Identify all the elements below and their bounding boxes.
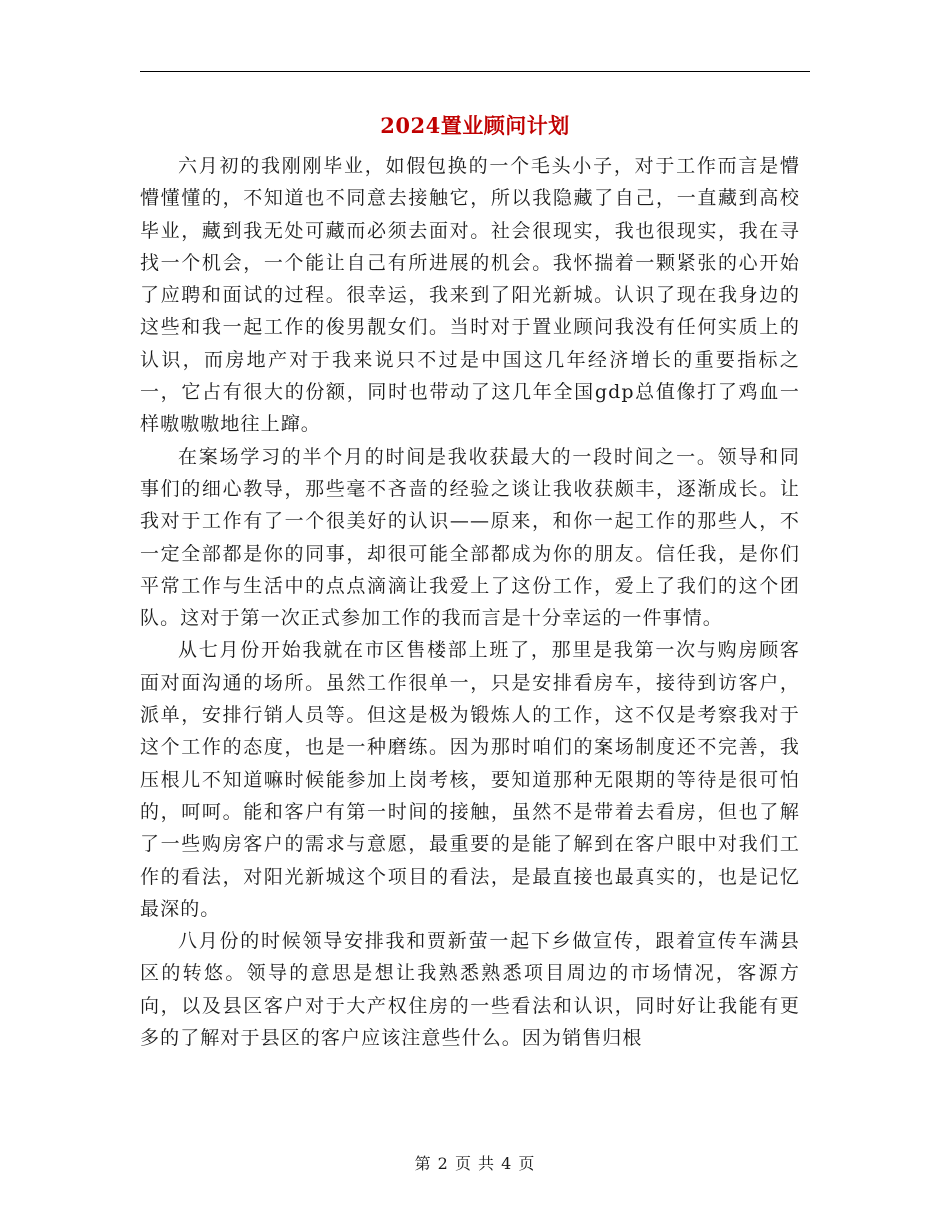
header-rule <box>140 71 810 72</box>
page-number-footer: 第 2 页 共 4 页 <box>414 1154 536 1173</box>
document-body <box>140 150 800 1054</box>
paragraph: 六月初的我刚刚毕业，如假包换的一个毛头小子，对于工作而言是懵懵懂懂的，不知道也不同意去接触它，所以我隐藏了自己，一直藏到高校毕业，藏到我无处可藏而必须去面对。社会很现实，我也很现实，我在寻找一个机会，一个能让自己有所进展的机会。我怀揣着一颗紧张的心开始了应聘和面试的过程。很幸运，我来到了阳光新城。认识了现在我身边的这些和我一起工作的俊男靓女们。当时对于置业顾问我没有任何实质上的认识，而房地产对于我来说只不过是中国这几年经济增长的重要指标之一，它占有很大的份额，同时也带动了这几年全国gdp总值像打了鸡血一样嗷嗷嗷地往上蹿。 <box>140 155 800 436</box>
paragraph: 从七月份开始我就在市区售楼部上班了，那里是我第一次与购房顾客面对面沟通的场所。虽然工作很单一，只是安排看房车，接待到访客户，派单，安排行销人员等。但这是极为锻炼人的工作，这不仅是考察我对于这个工作的态度，也是一种磨练。因为那时咱们的案场制度还不完善，我压根儿不知道嘛时候能参加上岗考核，要知道那种无限期的等待是很可怕的，呵呵。能和客户有第一时间的接触，虽然不是带着去看房，但也了解了一些购房客户的需求与意愿，最重要的是能了解到在客户眼中对我们工作的看法，对阳光新城这个项目的看法，是最直接也最真实的，也是记忆最深的。 <box>140 639 800 920</box>
document-title: 2024置业顾问计划 <box>380 113 570 138</box>
paragraph: 八月份的时候领导安排我和贾新萤一起下乡做宣传，跟着宣传车满县区的转悠。领导的意思是想让我熟悉熟悉项目周边的市场情况，客源方向，以及县区客户对于大产权住房的一些看法和认识，同时好让我能有更多的了解对于县区的客户应该注意些什么。因为销售归根 <box>140 930 800 1050</box>
paragraph: 在案场学习的半个月的时间是我收获最大的一段时间之一。领导和同事们的细心教导，那些毫不吝啬的经验之谈让我收获颇丰，逐渐成长。让我对于工作有了一个很美好的认识——原来，和你一起工作的那些人，不一定全部都是你的同事，却很可能全部都成为你的朋友。信任我，是你们平常工作与生活中的点点滴滴让我爱上了这份工作，爱上了我们的这个团队。这对于第一次正式参加工作的我而言是十分幸运的一件事情。 <box>140 445 800 630</box>
